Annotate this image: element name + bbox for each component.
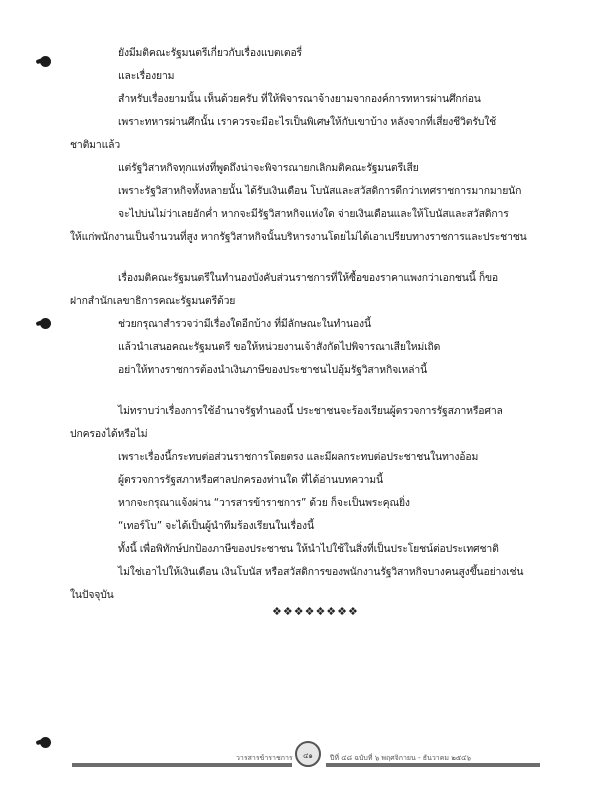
text-line: “เทอร์โบ” จะได้เป็นผู้นำทีมร้องเรียนในเรื่องนี้: [118, 520, 314, 532]
text-line: ทั้งนี้ เพื่อพิทักษ์ปกป้องภาษีของประชาชน ให้นำไปใช้ในสิ่งที่เป็นประโยชน์ต่อประเทศชาติ: [118, 543, 499, 555]
text-line: เพราะเรื่องนี้กระทบต่อส่วนราชการโดยตรง และมีผลกระทบต่อประชาชนในทางอ้อม: [118, 451, 479, 463]
footer-rule-right: [326, 763, 540, 767]
text-line: เพราะรัฐวิสาหกิจทั้งหลายนั้น ได้รับเงินเดือน โบนัสและสวัสดิการดีกว่าเทศราชการมากมายนัก: [118, 185, 522, 197]
text-line: ฝากสำนักเลขาธิการคณะรัฐมนตรีด้วย: [70, 295, 236, 307]
text-line: ชาติมาแล้ว: [70, 139, 121, 151]
footer-journal-name: วารสารข้าราชการ: [236, 754, 293, 762]
text-line: ไม่ทราบว่าเรื่องการใช้อำนาจรัฐทำนองนี้ ประชาชนจะร้องเรียนผู้ตรวจการรัฐสภาหรือศาล: [118, 405, 503, 417]
text-line: ยังมีมติคณะรัฐมนตรีเกี่ยวกับเรื่องแบตเตอรี่: [118, 47, 302, 59]
text-line: หากจะกรุณาแจ้งผ่าน “วารสารข้าราชการ” ด้วย ก็จะเป็นพระคุณยิ่ง: [118, 497, 410, 509]
section-divider: ❖❖❖❖❖❖❖❖: [272, 605, 359, 618]
punch-hole-top: [40, 56, 51, 67]
text-line: เรื่องมติคณะรัฐมนตรีในทำนองบังคับส่วนราชการที่ให้ซื้อของราคาแพงกว่าเอกชนนี้ ก็ขอ: [118, 272, 498, 284]
punch-hole-middle: [40, 318, 51, 329]
text-line: ช่วยกรุณาสำรวจว่ามีเรื่องใดอีกบ้าง ที่มีลักษณะในทำนองนี้: [118, 318, 371, 330]
text-line: ปกครองได้หรือไม่: [70, 428, 148, 440]
footer-logo: ๔๑: [295, 741, 321, 767]
text-line: อย่าให้ทางราชการต้องนำเงินภาษีของประชาชนไปอุ้มรัฐวิสาหกิจเหล่านี้: [118, 364, 428, 376]
text-line: ผู้ตรวจการรัฐสภาหรือศาลปกครองท่านใด ที่ได้อ่านบทความนี้: [118, 474, 383, 486]
punch-hole-bottom: [40, 737, 51, 748]
text-line: ไม่ใช่เอาไปให้เงินเดือน เงินโบนัส หรือสวัสดิการของพนักงานรัฐวิสาหกิจบางคนสูงขึ้นอย่างเช่น: [118, 566, 524, 578]
text-line: และเรื่องยาม: [118, 70, 175, 82]
text-line: แต่รัฐวิสาหกิจทุกแห่งที่พูดถึงน่าจะพิจารณายกเลิกมติคณะรัฐมนตรีเสีย: [118, 162, 419, 174]
footer-issue-info: ปีที่ ๔๘ ฉบับที่ ๖ พฤศจิกายน - ธันวาคม ๒๕๔๖: [330, 754, 471, 762]
text-line: ในปัจจุบัน: [70, 589, 114, 601]
text-line: จะไปบ่นไม่ว่าเลยอักค่ำ หากจะมีรัฐวิสาหกิจแห่งใด จ่ายเงินเดือนและให้โบนัสและสวัสดิการ: [118, 208, 509, 220]
text-line: แล้วนำเสนอคณะรัฐมนตรี ขอให้หน่วยงานเจ้าสังกัดไปพิจารณาเสียใหม่เถิด: [118, 341, 441, 353]
text-line: สำหรับเรื่องยามนั้น เห็นด้วยครับ ที่ให้พิจารณาจ้างยามจากองค์การทหารผ่านศึกก่อน: [118, 93, 481, 105]
text-line: เพราะทหารผ่านศึกนั้น เราควรจะมีอะไรเป็นพิเศษให้กับเขาบ้าง หลังจากที่เสี่ยงชีวิตรับใช้: [118, 116, 497, 128]
text-line: ให้แก่พนักงานเป็นจำนวนที่สูง หากรัฐวิสาหกิจนั้นบริหารงานโดยไม่ได้เอาเปรียบทางราชการและประชาชน: [70, 231, 527, 243]
